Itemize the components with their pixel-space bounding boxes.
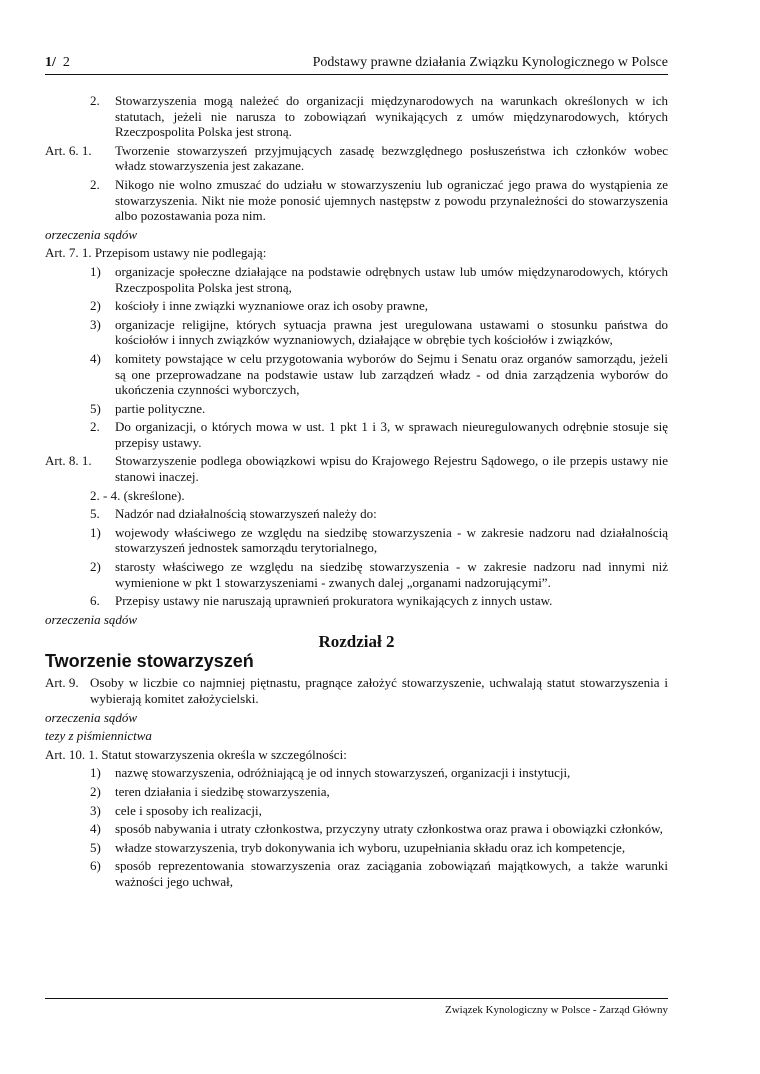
list-item-number: 2) xyxy=(90,298,101,314)
list-item-number: 1) xyxy=(90,263,101,279)
list-item xyxy=(45,401,668,417)
list-item-number: 6) xyxy=(90,858,101,874)
list-item xyxy=(45,840,668,856)
header-rule xyxy=(45,74,668,75)
list-item-number: 2) xyxy=(90,559,101,575)
list-item-number: 2) xyxy=(90,783,101,799)
footer-text: Związek Kynologiczny w Polsce - Zarząd Główny xyxy=(445,1004,668,1016)
list-item xyxy=(45,317,668,348)
list-item-text: wojewody właściwego ze względu na siedzibę stowarzyszenia - w zakresie nadzoru nad działalnością stowarzyszeń jednostek samorządu terytorialnego, xyxy=(115,524,668,556)
art8-para1: Art. 8. 1. Stowarzyszenie podlega obowiązkowi wpisu do Krajowego Rejestru Sądowego, o ile przepis ustawy nie stanowi inaczej. xyxy=(45,453,668,485)
art6-para2: 2. Nikogo nie wolno zmuszać do udziału w stowarzyszeniu lub ograniczać jego prawa do wystąpienia ze stowarzyszenia. Nikt nie może ponosić ujemnych następstw z powodu przynależności do stowarzyszenia albo pozostawania poza nim. xyxy=(90,176,668,224)
header-title: Podstawy prawne działania Związku Kynologicznego w Polsce xyxy=(312,55,668,70)
list-item xyxy=(45,559,668,590)
list-item-number: 1) xyxy=(90,524,101,540)
art8-para6: 6. Przepisy ustawy nie naruszają uprawnień prokuratora wynikających z innych ustaw. xyxy=(90,593,553,609)
list-item xyxy=(45,821,668,837)
list-item-number: 5) xyxy=(90,839,101,855)
art8-para5: 5. Nadzór nad działalnością stowarzyszeń należy do: xyxy=(90,506,377,522)
art8-para2-4: 2. - 4. (skreślone). xyxy=(90,487,185,503)
court-rulings-link[interactable]: orzeczenia sądów xyxy=(45,709,138,725)
court-rulings-link[interactable]: orzeczenia sądów xyxy=(45,226,138,242)
list-item xyxy=(45,264,668,295)
list-item-text: organizacje społeczne działające na podstawie odrębnych ustaw lub umów międzynarodowych, których Rzeczpospolita Polska jest stroną, xyxy=(115,263,668,295)
art10-intro: Art. 10. 1. Statut stowarzyszenia określa w szczególności: xyxy=(45,746,347,762)
list-item xyxy=(45,298,668,314)
list-item xyxy=(45,858,668,889)
list-item xyxy=(45,525,668,556)
list-item-text: cele i sposoby ich realizacji, xyxy=(115,802,262,818)
list-item-text: partie polityczne. xyxy=(115,400,206,416)
literature-theses-link[interactable]: tezy z piśmiennictwa xyxy=(45,728,152,744)
list-item xyxy=(45,803,668,819)
art7-intro: Art. 7. 1. Przepisom ustawy nie podlegają: xyxy=(45,245,267,261)
chapter-number: Rozdział 2 xyxy=(318,632,395,652)
list-item-number: 3) xyxy=(90,802,101,818)
list-item-number: 5) xyxy=(90,400,101,416)
list-item-text: sposób nabywania i utraty członkostwa, przyczyny utraty członkostwa oraz prawa i obowiązki członków, xyxy=(115,821,663,837)
document-body xyxy=(45,93,668,893)
art7-para2: 2. Do organizacji, o których mowa w ust. 1 pkt 1 i 3, w sprawach nieuregulowanych odrębnie stosuje się przepisy ustawy. xyxy=(90,419,668,450)
list-item-text: komitety powstające w celu przygotowania wyborów do Sejmu i Senatu oraz organów samorządu, jeżeli są one przeprowadzane na podstawie ustaw lub zarządzeń władz - od dnia zarządzenia wyborów do ukończenia czynności wyborczych, xyxy=(115,350,668,398)
art7-list xyxy=(45,264,668,416)
list-item-text: organizacje religijne, których sytuacja prawna jest uregulowana ustawami o stosunku państwa do kościołów i innych związków wyznaniowych, działające w obrębie tych kościołów i związków, xyxy=(115,316,668,348)
list-item xyxy=(45,765,668,781)
art5-para2: 2. Stowarzyszenia mogą należeć do organizacji międzynarodowych na warunkach określonych w ich statutach, jeżeli nie narusza to zobowiązań wynikających z umów międzynarodowych, których Rzeczpospolita Polska jest stroną. xyxy=(90,93,668,140)
list-item xyxy=(45,784,668,800)
list-item-text: kościoły i inne związki wyznaniowe oraz ich osoby prawne, xyxy=(115,298,428,314)
list-item xyxy=(45,351,668,398)
list-item-text: starosty właściwego ze względu na siedzibę stowarzyszenia - w zakresie nadzoru nad innymi niż wymienione w pkt 1 stowarzyszeniami - zwanych dalej „organami nadzorującymi”. xyxy=(115,559,668,590)
court-rulings-link[interactable]: orzeczenia sądów xyxy=(45,611,138,627)
list-item-number: 1) xyxy=(90,765,101,781)
art9: Art. 9. Osoby w liczbie co najmniej piętnastu, pragnące założyć stowarzyszenie, uchwalają statut stowarzyszenia i wybierają komitet założycielski. xyxy=(45,675,668,706)
art10-list xyxy=(45,765,668,889)
list-item-number: 4) xyxy=(90,350,101,366)
list-item-text: nazwę stowarzyszenia, odróżniającą je od innych stowarzyszeń, organizacji i instytucji, xyxy=(115,765,571,781)
list-item-text: sposób reprezentowania stowarzyszenia oraz zaciągania zobowiązań majątkowych, a także warunki ważności jego uchwał, xyxy=(115,858,668,889)
list-item-text: teren działania i siedzibę stowarzyszenia, xyxy=(115,783,330,799)
footer-rule xyxy=(45,998,668,999)
list-item-number: 4) xyxy=(90,821,101,837)
art6-para1: Art. 6. 1. Tworzenie stowarzyszeń przyjmujących zasadę bezwzględnego posłuszeństwa ich członków wobec władz stowarzyszenia jest zakazane. xyxy=(45,142,668,174)
list-item-number: 3) xyxy=(90,316,101,332)
page-number: 1/ 2 xyxy=(45,55,70,70)
art8-list xyxy=(45,525,668,590)
chapter-title: Tworzenie stowarzyszeń xyxy=(45,651,254,672)
list-item-text: władze stowarzyszenia, tryb dokonywania ich wyboru, uzupełniania składu oraz ich kompetencje, xyxy=(115,839,626,855)
